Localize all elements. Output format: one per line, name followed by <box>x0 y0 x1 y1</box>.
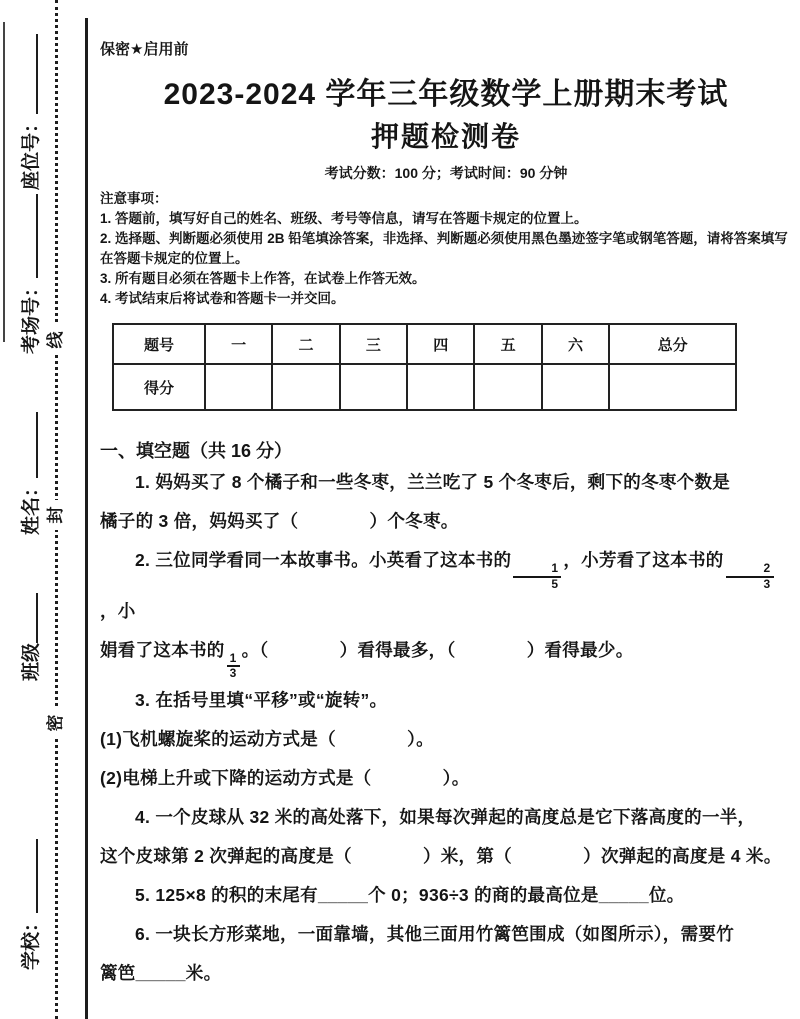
fraction: $\frac{2}{3}$ <box>726 562 774 592</box>
exam-room-field-label: 考场号： <box>20 277 42 354</box>
score-cell <box>542 364 609 410</box>
page-edge-line <box>3 22 5 342</box>
question-line: 橘子的 3 倍，妈妈买了（ ）个冬枣。 <box>100 511 459 531</box>
score-row-label: 得分 <box>113 364 205 410</box>
score-cell <box>407 364 474 410</box>
score-table-header-row <box>113 324 736 364</box>
score-table-header: 总分 <box>609 324 736 364</box>
notice-item: 2. 选择题、判断题必须使用 2B 铅笔填涂答案，非选择、判断题必须使用黑色墨迹签字笔或钢笔答题，请将答案填写在答题卡规定的位置上。 <box>100 231 788 266</box>
name-blank-line <box>21 412 38 478</box>
notice-item: 4. 考试结束后将试卷和答题卡一并交回。 <box>100 291 345 306</box>
question-line: 2. 三位同学看同一本故事书。小英看了这本书的 $\frac{1}{5}$ ，小芳看了这本书的 $\frac{2}{3}$ ，小 <box>100 541 792 631</box>
exam-title: 2023-2024 学年三年级数学上册期末考试 <box>163 78 729 111</box>
score-table-header: 五 <box>474 324 541 364</box>
question-line: (1)飞机螺旋桨的运动方式是（ ）。 <box>100 729 434 750</box>
name-field-label: 姓名： <box>20 477 42 535</box>
seal-char-mi: 密 <box>43 708 69 738</box>
score-table <box>112 323 737 411</box>
question-line: (2)电梯上升或下降的运动方式是（ ）。 <box>100 768 470 789</box>
class-blank-line <box>21 593 38 643</box>
score-table-header: 三 <box>340 324 407 364</box>
exam-paper <box>100 0 792 993</box>
score-cell <box>205 364 272 410</box>
score-cell <box>340 364 407 410</box>
notice-item: 3. 所有题目必须在答题卡上作答，在试卷上作答无效。 <box>100 271 426 286</box>
question-line: 6. 一块长方形菜地，一面靠墙，其他三面用竹篱笆围成（如图所示），需要竹 <box>135 924 735 945</box>
question-line: 1. 妈妈买了 8 个橘子和一些冬枣，兰兰吃了 5 个冬枣后，剩下的冬枣个数是 <box>135 472 731 492</box>
fraction: $\frac{1}{5}$ <box>513 562 561 592</box>
score-cell <box>272 364 339 410</box>
question-line: 3. 在括号里填“平移”或“旋转”。 <box>135 690 388 711</box>
exam-info: 考试分数：100 分；考试时间：90 分钟 <box>324 165 568 181</box>
notice-section <box>100 189 792 309</box>
seat-number-field-label: 座位号： <box>20 113 42 190</box>
score-cell <box>474 364 541 410</box>
classification-label: 保密★启用前 <box>100 41 189 58</box>
question-line: 5. 125×8 的积的末尾有_____个 0；936÷3 的商的最高位是_____位。 <box>135 885 685 906</box>
section-heading: 一、填空题（共 16 分） <box>100 441 293 461</box>
question-line: 这个皮球第 2 次弹起的高度是（ ）米，第（ ）次弹起的高度是 4 米。 <box>100 846 782 867</box>
score-table-score-row <box>113 364 736 410</box>
exam-subtitle: 押题检测卷 <box>370 121 521 152</box>
school-blank-line <box>21 839 38 913</box>
score-table-header: 二 <box>272 324 339 364</box>
exam-room-blank-line <box>21 194 38 278</box>
question-line: 篱笆_____米。 <box>100 963 222 984</box>
score-table-header: 一 <box>205 324 272 364</box>
notice-heading: 注意事项： <box>100 191 168 206</box>
fraction: $\frac{1}{3}$ <box>227 652 240 682</box>
seat-number-blank-line <box>21 34 38 114</box>
question-line: 娟看了这本书的 $\frac{1}{3}$ 。（ ）看得最多，（ ）看得最少。 <box>100 639 634 681</box>
seal-char-xian: 线 <box>43 325 69 355</box>
notice-item: 1. 答题前，填写好自己的姓名、班级、考号等信息，请写在答题卡规定的位置上。 <box>100 211 588 226</box>
question-line: 4. 一个皮球从 32 米的高处落下，如果每次弹起的高度总是它下落高度的一半， <box>135 807 756 828</box>
seal-char-feng: 封 <box>43 500 69 530</box>
score-cell <box>609 364 736 410</box>
score-table-header: 四 <box>407 324 474 364</box>
score-table-header: 题号 <box>113 324 205 364</box>
school-field-label: 学校： <box>20 912 42 970</box>
score-table-header: 六 <box>542 324 609 364</box>
class-field-label: 班级 <box>20 642 42 681</box>
seal-border-line <box>85 18 88 1019</box>
